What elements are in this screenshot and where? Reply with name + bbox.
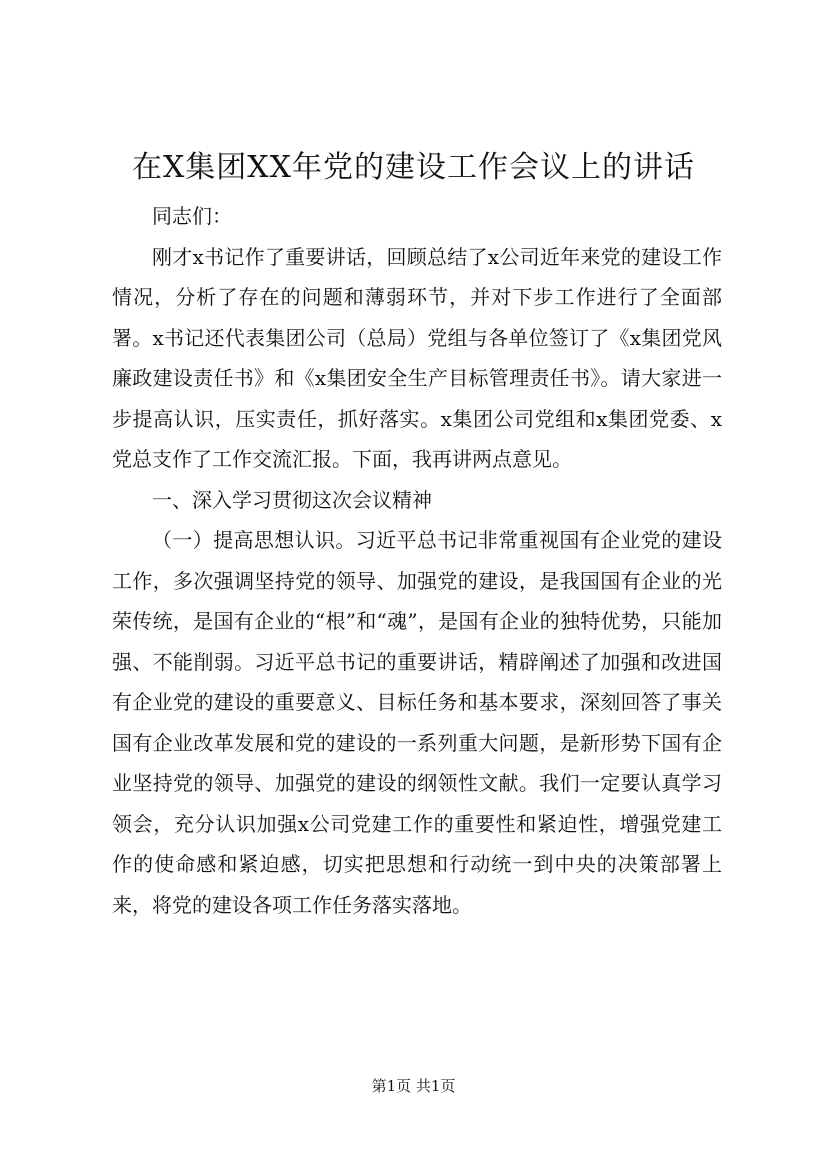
document-title: 在X集团XX年党的建设工作会议上的讲话 [131, 150, 696, 185]
page-footer: 第1页 共1页 [371, 1077, 456, 1095]
paragraph: 刚才x书记作了重要讲话，回顾总结了x公司近年来党的建设工作情况，分析了存在的问题和薄弱环节，并对下步工作进行了全面部署。x书记还代表集团公司（总局）党组与各单位签订了《x集团党风廉政建设责任书》和《x集团安全生产目标管理责任书》。请大家进一步提高认识，压实责任，抓好落实。x集团公司党组和x集团党委、x党总支作了工作交流汇报。下面，我再讲两点意见。 [112, 244, 722, 471]
paragraph: （一）提高思想认识。习近平总书记非常重视国有企业党的建设工作，多次强调坚持党的领导、加强党的建设，是我国国有企业的光荣传统，是国有企业的“根”和“魂”，是国有企业的独特优势，只能加强、不能削弱。习近平总书记的重要讲话，精辟阐述了加强和改进国有企业党的建设的重要意义、目标任务和基本要求，深刻回答了事关国有企业改革发展和党的建设的一系列重大问题，是新形势下国有企业坚持党的领导、加强党的建设的纲领性文献。我们一定要认真学习领会，充分认识加强x公司党建工作的重要性和紧迫性，增强党建工作的使命感和紧迫感，切实把思想和行动统一到中央的决策部署上来，将党的建设各项工作任务落实落地。 [112, 528, 722, 917]
document-body [112, 196, 722, 925]
salutation: 同志们： [152, 204, 232, 228]
section-heading: 一、深入学习贯彻这次会议精神 [152, 487, 432, 512]
